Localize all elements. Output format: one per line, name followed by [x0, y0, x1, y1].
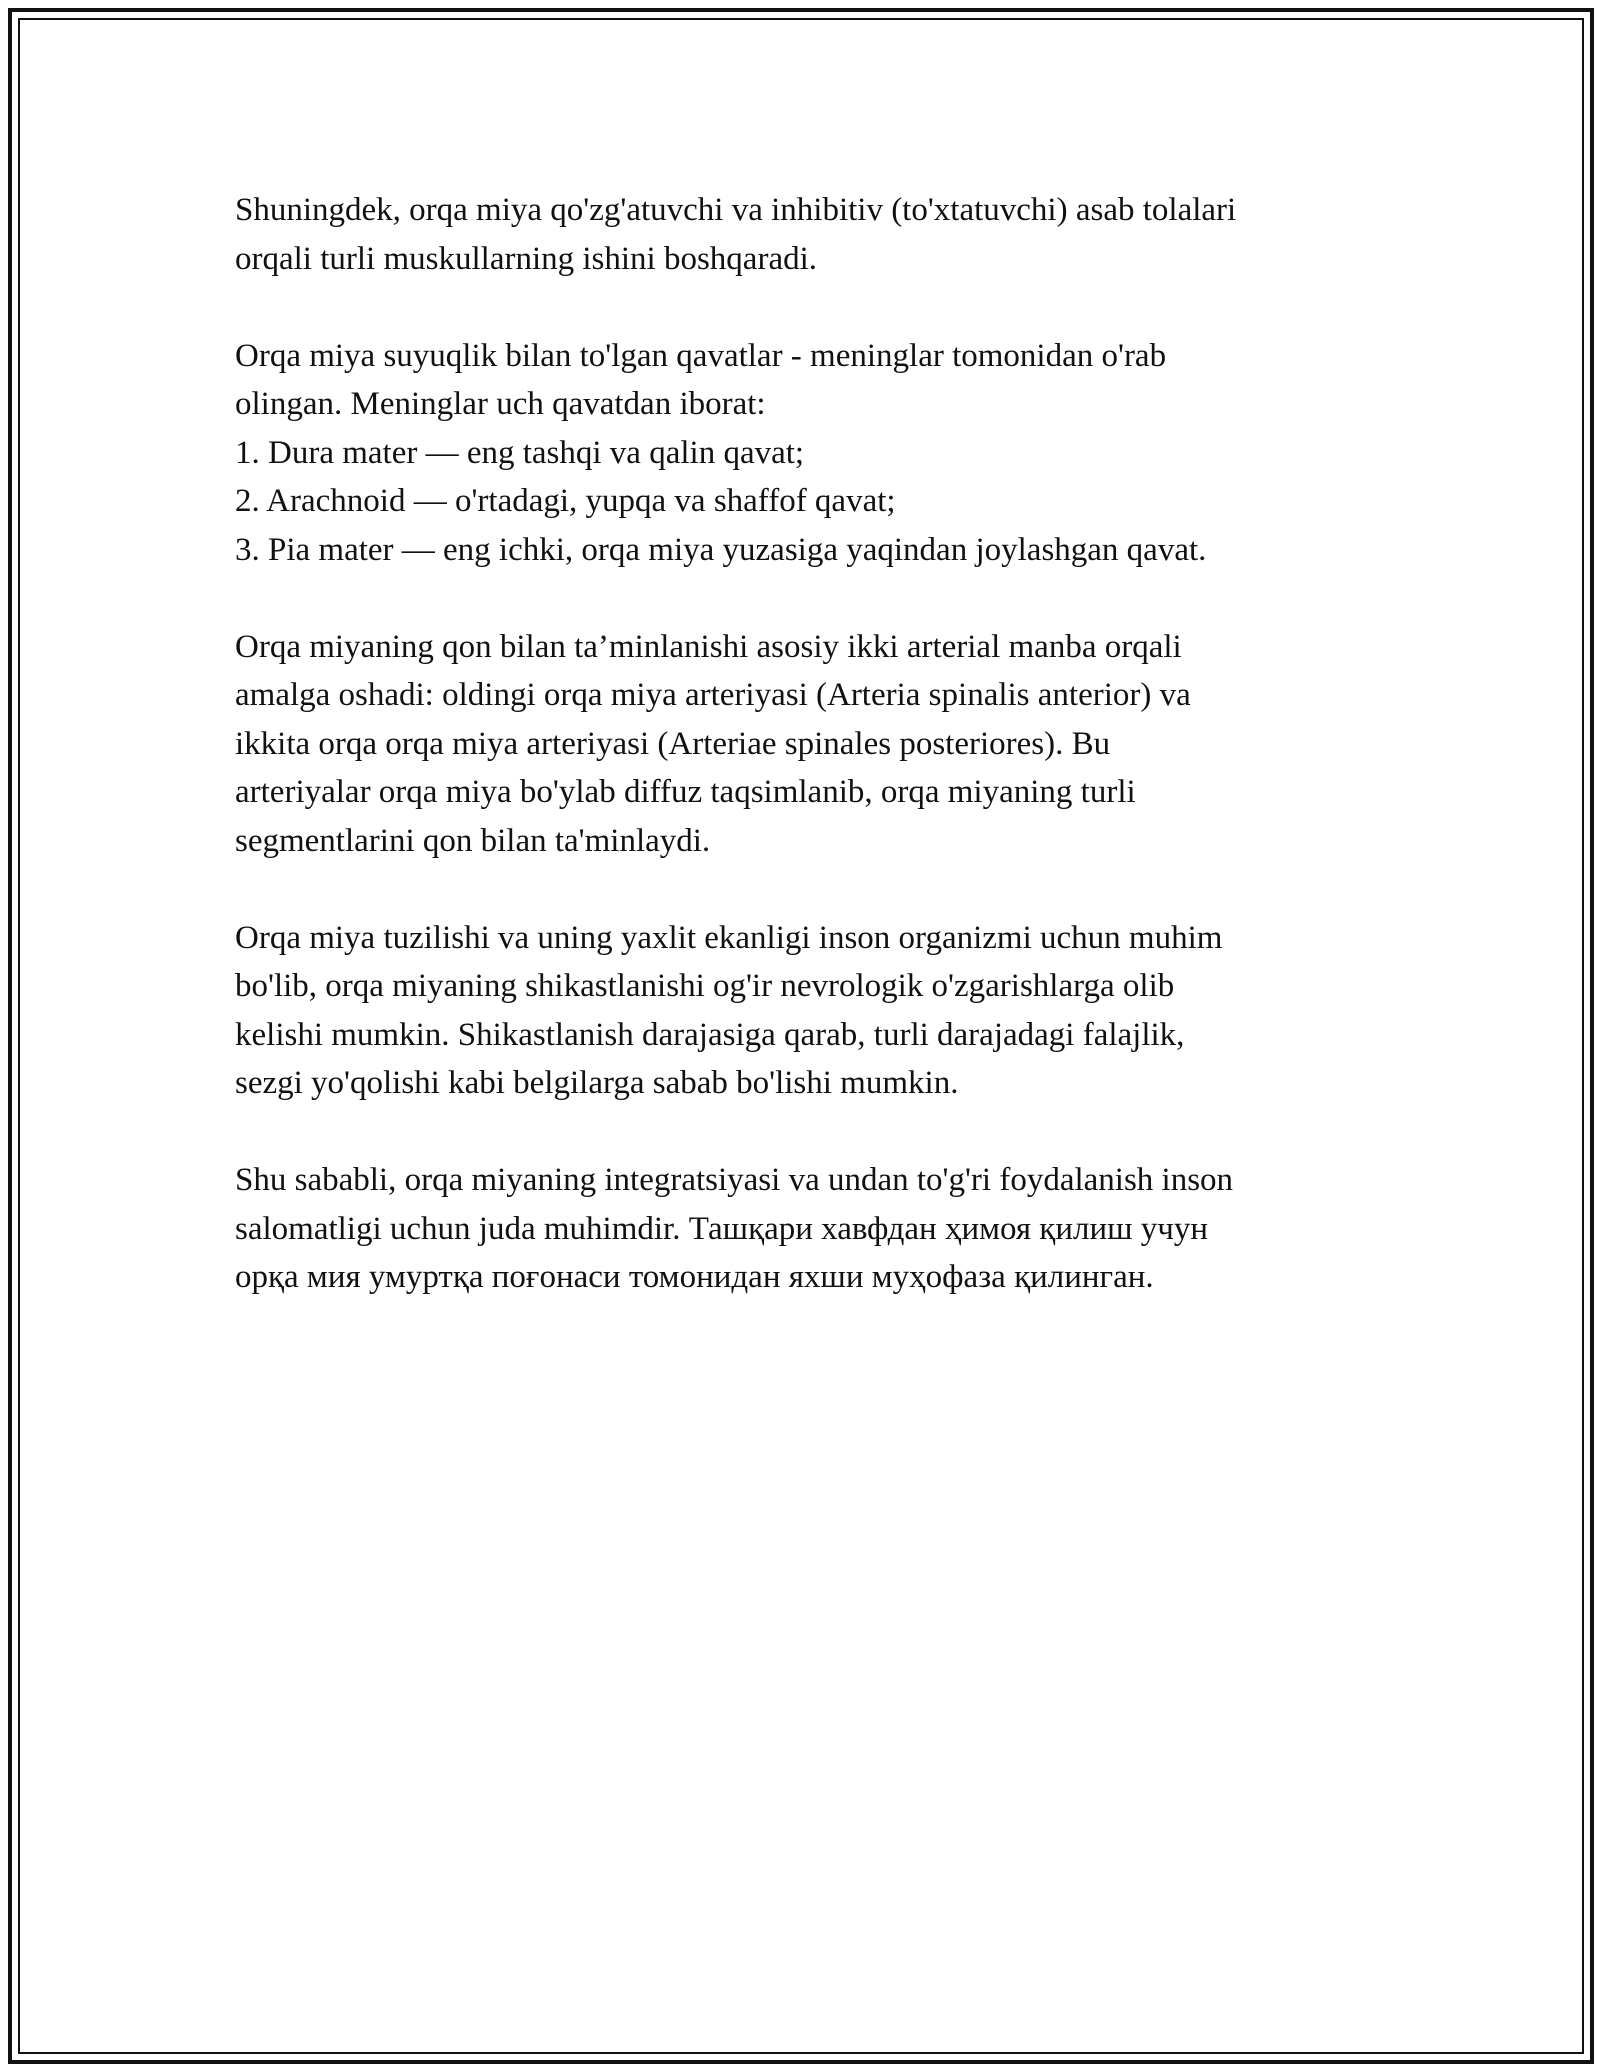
paragraph-meninges [235, 332, 1385, 575]
paragraph-blood-supply [235, 623, 1385, 866]
text-line: orqali turli muskullarning ishini boshqaradi. [235, 240, 818, 277]
text-line: amalga oshadi: oldingi orqa miya arteriyasi (Arteria spinalis anterior) va [235, 677, 1191, 713]
paragraph-conclusion [235, 1156, 1385, 1302]
text-line: olingan. Meninglar uch qavatdan iborat: [235, 386, 766, 422]
text-line: Orqa miyaning qon bilan ta’minlanishi asosiy ikki arterial manba orqali [235, 628, 1182, 665]
text-line: sezgi yo'qolishi kabi belgilarga sabab bo'lishi mumkin. [235, 1065, 959, 1101]
document-body [235, 186, 1385, 1350]
list-item-pia-mater: 3. Pia mater — eng ichki, orqa miya yuzasiga yaqindan joylashgan qavat. [235, 531, 1207, 568]
text-line: ikkita orqa orqa miya arteriyasi (Arteriae spinales posteriores). Bu [235, 725, 1111, 762]
text-line: arteriyalar orqa miya bo'ylab diffuz taqsimlanib, orqa miyaning turli [235, 774, 1136, 810]
text-line: орқа мия умуртқа поғонаси томонидан яхши муҳофаза қилинган. [235, 1259, 1154, 1295]
list-item-arachnoid: 2. Arachnoid — o'rtadagi, yupqa va shaffof qavat; [235, 483, 896, 519]
text-line: bo'lib, orqa miyaning shikastlanishi og'ir nevrologik o'zgarishlarga olib [235, 968, 1175, 1004]
list-item-dura-mater: 1. Dura mater — eng tashqi va qalin qavat; [235, 434, 805, 471]
paragraph-injury [235, 914, 1385, 1108]
text-line: Orqa miya tuzilishi va uning yaxlit ekanligi inson organizmi uchun muhim [235, 919, 1223, 956]
text-line: Shu sababli, orqa miyaning integratsiyasi va undan to'g'ri foydalanish inson [235, 1162, 1234, 1198]
text-line: Orqa miya suyuqlik bilan to'lgan qavatlar - meninglar tomonidan o'rab [235, 337, 1167, 374]
paragraph-spinal-nerve-fibers [235, 186, 1385, 283]
text-line: Shuningdek, orqa miya qo'zg'atuvchi va inhibitiv (to'xtatuvchi) asab tolalari [235, 192, 1237, 228]
text-line: segmentlarini qon bilan ta'minlaydi. [235, 822, 711, 859]
text-line: salomatligi uchun juda muhimdir. Ташқари хавфдан ҳимоя қилиш учун [235, 1210, 1209, 1247]
text-line: kelishi mumkin. Shikastlanish darajasiga qarab, turli darajadagi falajlik, [235, 1016, 1185, 1053]
